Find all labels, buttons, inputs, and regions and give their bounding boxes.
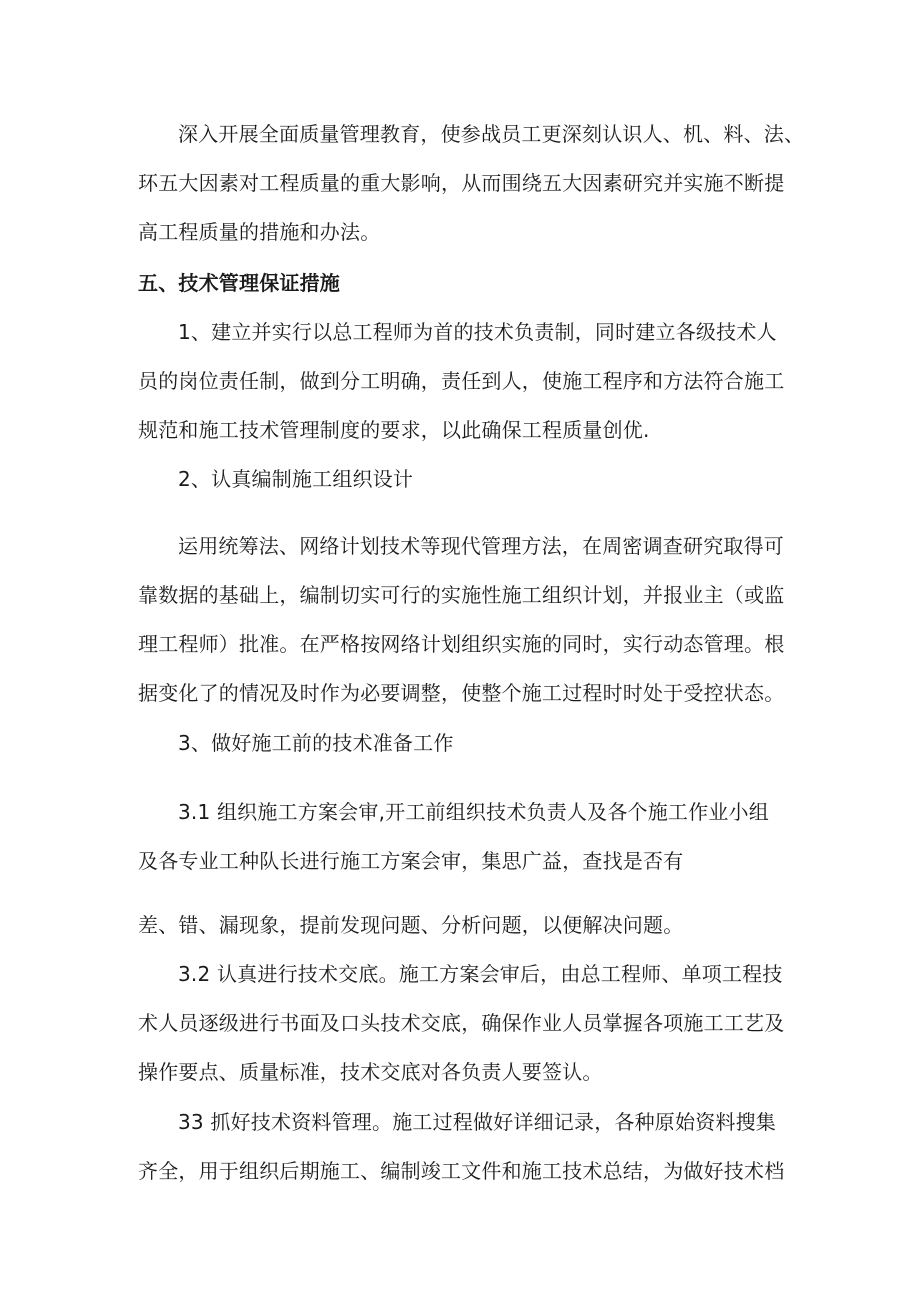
para-item-2-heading: 2、认真编制施工组织设计: [178, 467, 414, 491]
para-item-2-line-4: 据变化了的情况及时作为必要调整，使整个施工过程时时处于受控状态。: [138, 681, 785, 705]
para-item-3-1-line-2: 及各专业工种队长进行施工方案会审，集思广益，查找是否有: [138, 849, 684, 873]
para-quality-education-line-3: 高工程质量的措施和办法。: [138, 220, 381, 244]
para-item-3-heading: 3、做好施工前的技术准备工作: [178, 731, 454, 755]
para-quality-education-line-1: 深入开展全面质量管理教育，使参战员工更深刻认识人、机、料、法、: [178, 122, 805, 146]
para-item-1-line-2: 员的岗位责任制，做到分工明确，责任到人，使施工程序和方法符合施工: [138, 369, 785, 393]
para-item-3-3-line-1: 33 抓好技术资料管理。施工过程做好详细记录，各种原始资料搜集: [178, 1110, 777, 1134]
para-item-2-line-3: 理工程师）批准。在严格按网络计划组织实施的同时，实行动态管理。根: [138, 632, 785, 656]
para-item-3-2-line-2: 术人员逐级进行书面及口头技术交底，确保作业人员掌握各项施工工艺及: [138, 1011, 785, 1035]
para-quality-education-line-2: 环五大因素对工程质量的重大影响，从而围绕五大因素研究并实施不断提: [138, 171, 785, 195]
para-item-3-3-line-2: 齐全，用于组织后期施工、编制竣工文件和施工技术总结，为做好技术档: [138, 1159, 785, 1183]
para-item-3-2-line-1: 3.2 认真进行技术交底。施工方案会审后，由总工程师、单项工程技: [178, 962, 783, 986]
para-item-1-line-1: 1、建立并实行以总工程师为首的技术负责制，同时建立各级技术人: [178, 320, 777, 344]
para-item-3-1-line-1: 3.1 组织施工方案会审,开工前组织技术负责人及各个施工作业小组: [178, 800, 769, 824]
para-item-3-1-line-3: 差、错、漏现象，提前发现问题、分析问题，以便解决问题。: [138, 913, 684, 937]
section-heading-tech-management: 五、技术管理保证措施: [138, 271, 340, 295]
para-item-3-2-line-3: 操作要点、质量标准，技术交底对各负责人要签认。: [138, 1060, 603, 1084]
para-item-1-line-3: 规范和施工技术管理制度的要求，以此确保工程质量创优.: [138, 418, 650, 442]
para-item-2-line-1: 运用统筹法、网络计划技术等现代管理方法，在周密调查研究取得可: [178, 534, 784, 558]
para-item-2-line-2: 靠数据的基础上，编制切实可行的实施性施工组织计划，并报业主（或监: [138, 583, 785, 607]
